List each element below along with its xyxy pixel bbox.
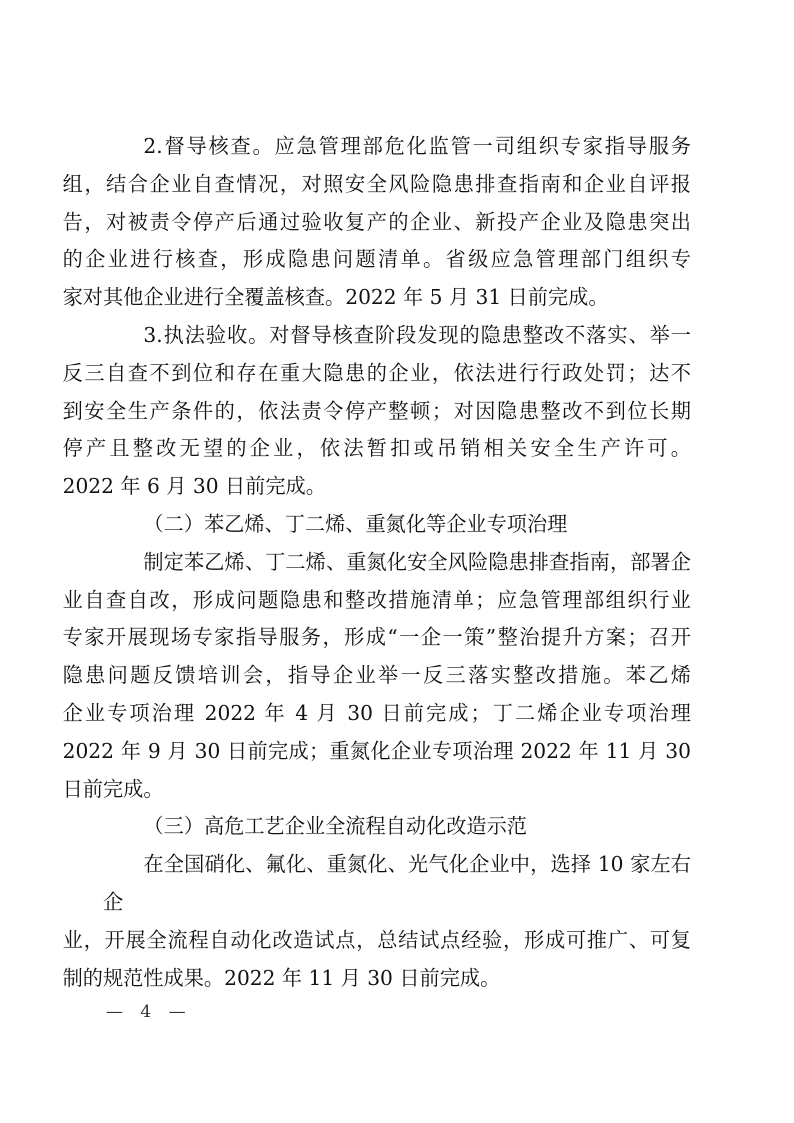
section-heading-two	[103, 506, 691, 544]
text-line: 隐患问题反馈培训会，指导企业举一反三落实整改措施。苯乙烯	[62, 663, 691, 688]
section-heading-three	[103, 808, 691, 846]
text-line: 专家开展现场专家指导服务，形成“一企一策”整治提升方案；召开	[62, 625, 691, 650]
text-line: 反三自查不到位和存在重大隐患的企业，依法进行行政处罚；达不	[62, 360, 691, 385]
text-line: 3.执法验收。对督导核查阶段发现的隐患整改不落实、举一	[143, 322, 691, 347]
text-line: 告，对被责令停产后通过验收复产的企业、新投产企业及隐患突出	[62, 209, 691, 234]
text-line: 在全国硝化、氟化、重氮化、光气化企业中，选择 10 家左右企	[103, 852, 691, 914]
body-text	[62, 128, 691, 997]
text-line: 2022 年 9 月 30 日前完成；重氮化企业专项治理 2022 年 11 月 30	[62, 738, 691, 763]
text-line: 业，开展全流程自动化改造试点，总结试点经验，形成可推广、可复	[62, 927, 691, 952]
paragraph-supervision-check	[62, 128, 691, 317]
text-line: 家对其他企业进行全覆盖核查。2022 年 5 月 31 日前完成。	[62, 285, 609, 310]
text-line: 组，结合企业自查情况，对照安全风险隐患排查指南和企业自评报	[62, 171, 691, 196]
heading-line: （三）高危工艺企业全流程自动化改造示范	[143, 814, 527, 839]
text-line: 2022 年 6 月 30 日前完成。	[62, 474, 326, 499]
page-number: — 4 —	[106, 1002, 192, 1022]
text-line: 停产且整改无望的企业，依法暂扣或吊销相关安全生产许可。	[62, 436, 691, 461]
text-line: 制定苯乙烯、丁二烯、重氮化安全风险隐患排查指南，部署企	[143, 549, 691, 574]
paragraph-automation-demo	[62, 846, 691, 997]
text-line: 制的规范性成果。2022 年 11 月 30 日前完成。	[62, 965, 501, 990]
text-line: 的企业进行核查，形成隐患问题清单。省级应急管理部门组织专	[62, 247, 691, 272]
heading-line: （二）苯乙烯、丁二烯、重氮化等企业专项治理	[143, 511, 568, 536]
text-line: 到安全生产条件的，依法责令停产整顿；对因隐患整改不到位长期	[62, 398, 691, 423]
paragraph-enforcement-acceptance	[62, 317, 691, 506]
text-line: 业自查自改，形成问题隐患和整改措施清单；应急管理部组织行业	[62, 587, 691, 612]
text-line: 企业专项治理 2022 年 4 月 30 日前完成；丁二烯企业专项治理	[62, 700, 691, 725]
text-line: 日前完成。	[62, 776, 164, 801]
paragraph-special-governance	[62, 544, 691, 809]
text-line: 2.督导核查。应急管理部危化监管一司组织专家指导服务	[143, 134, 691, 158]
